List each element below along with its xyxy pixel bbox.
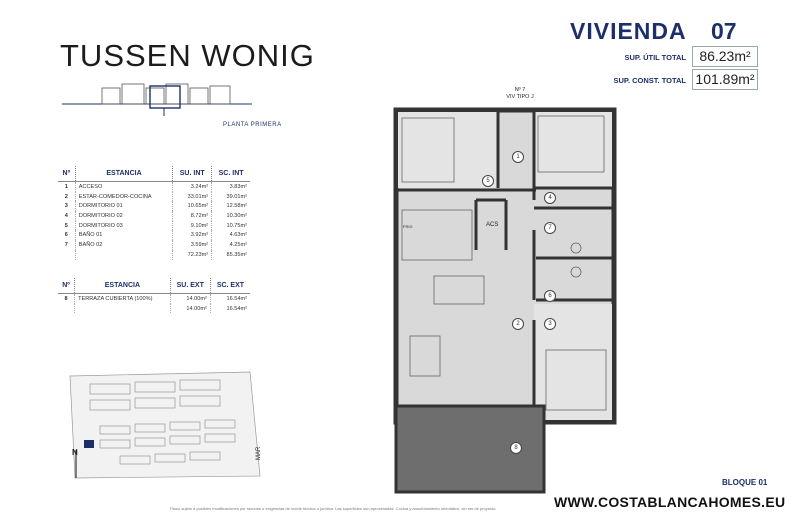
row-room: DORMITORIO 03 xyxy=(75,221,173,231)
plan-label-num: Nº 7 xyxy=(514,87,526,93)
room-number-1: 1 xyxy=(512,151,524,163)
row-num: 2 xyxy=(58,192,75,202)
disclaimer: Plano sujeto a posibles modificaciones por razones o exigencias de índole técnica o jurídica. Las superficies son aproximadas. Cocina y amueblamiento orientativo, sin ser de proyecto. xyxy=(170,506,497,511)
acs-label: ACS xyxy=(486,222,499,228)
col-header-su: SU. EXT xyxy=(170,278,210,294)
row-sc: 16.54m² xyxy=(226,295,247,302)
row-num: 1 xyxy=(58,182,75,192)
table-row xyxy=(58,192,250,202)
col-header-num: Nº xyxy=(58,278,75,294)
table-total-row xyxy=(58,304,250,314)
unit-number: 07 xyxy=(711,18,737,44)
row-sc: 4.25m² xyxy=(229,241,247,248)
building-marker xyxy=(84,440,94,448)
row-su: 3.24m² xyxy=(173,182,212,192)
row-su: 3.59m² xyxy=(173,240,212,250)
const-area-label: SUP. CONST. TOTAL xyxy=(613,76,686,85)
row-sc: 3.83m² xyxy=(229,183,247,190)
row-sc: 10.30m² xyxy=(226,212,247,219)
util-area-label: SUP. ÚTIL TOTAL xyxy=(624,53,686,62)
row-num: 4 xyxy=(58,211,75,221)
floor-level-label: PLANTA PRIMERA xyxy=(223,122,282,128)
row-num: 3 xyxy=(58,201,75,211)
row-su: 9.10m² xyxy=(173,221,212,231)
row-num: 6 xyxy=(58,230,75,240)
table-row xyxy=(58,211,250,221)
room-number-7: 7 xyxy=(544,222,556,234)
util-area-value: 86.23m² xyxy=(692,46,758,67)
bloque-label: BLOQUE 01 xyxy=(722,478,768,487)
row-su: 33.01m² xyxy=(173,192,212,202)
col-header-sc: SC. EXT xyxy=(210,278,250,294)
total-sc: 16.54m² xyxy=(226,305,247,312)
row-room: ACCESO xyxy=(75,182,173,192)
interior-areas-table xyxy=(58,166,250,260)
row-room: BAÑO 02 xyxy=(75,240,173,250)
row-sc: 39.01m² xyxy=(226,193,247,200)
row-su: 14.00m² xyxy=(170,294,210,304)
table-row xyxy=(58,182,250,192)
row-su: 8.72m² xyxy=(173,211,212,221)
row-su: 10.65m² xyxy=(173,201,212,211)
col-header-num: Nº xyxy=(58,166,75,182)
table-total-row xyxy=(58,250,250,260)
table-row xyxy=(58,240,250,250)
floor-plan xyxy=(386,100,626,500)
room-number-8: 8 xyxy=(510,442,522,454)
row-room: ESTAR-COMEDOR-COCINA xyxy=(75,192,173,202)
table-row xyxy=(58,221,250,231)
row-sc: 10.75m² xyxy=(226,222,247,229)
row-sc: 12.58m² xyxy=(226,203,247,210)
row-num: 8 xyxy=(58,294,75,304)
room-number-6: 6 xyxy=(544,290,556,302)
row-sc: 4.63m² xyxy=(229,232,247,239)
plan-label-type: VIV TIPO J xyxy=(506,94,534,100)
row-room: DORMITORIO 02 xyxy=(75,211,173,221)
total-su: 72.23m² xyxy=(173,250,212,260)
row-su: 3.92m² xyxy=(173,230,212,240)
building-elevation xyxy=(62,80,262,120)
row-num: 7 xyxy=(58,240,75,250)
fridge-label: FRIG xyxy=(403,224,413,229)
website-link[interactable]: WWW.COSTABLANCAHOMES.EU xyxy=(554,494,786,510)
const-area-value: 101.89m² xyxy=(692,69,758,90)
col-header-room: ESTANCIA xyxy=(75,166,173,182)
north-indicator: N xyxy=(72,448,78,457)
site-map xyxy=(60,366,265,486)
col-header-sc: SC. INT xyxy=(212,166,250,182)
table-row xyxy=(58,201,250,211)
table-row xyxy=(58,230,250,240)
col-header-room: ESTANCIA xyxy=(75,278,171,294)
room-number-3: 3 xyxy=(544,318,556,330)
row-room: DORMITORIO 01 xyxy=(75,201,173,211)
row-room: TERRAZA CUBIERTA (100%) xyxy=(75,294,171,304)
row-num: 5 xyxy=(58,221,75,231)
row-room: BAÑO 01 xyxy=(75,230,173,240)
total-sc: 85.35m² xyxy=(226,251,247,258)
total-su: 14.00m² xyxy=(170,304,210,314)
room-number-2: 2 xyxy=(512,318,524,330)
room-number-4: 4 xyxy=(544,192,556,204)
col-header-su: SU. INT xyxy=(173,166,212,182)
table-row xyxy=(58,294,250,304)
sea-label: MAR xyxy=(256,446,262,460)
brand-title: TUSSEN WONIG xyxy=(60,38,315,73)
room-number-5: 5 xyxy=(482,175,494,187)
unit-label: VIVIENDA xyxy=(570,18,687,44)
exterior-areas-table xyxy=(58,278,250,313)
